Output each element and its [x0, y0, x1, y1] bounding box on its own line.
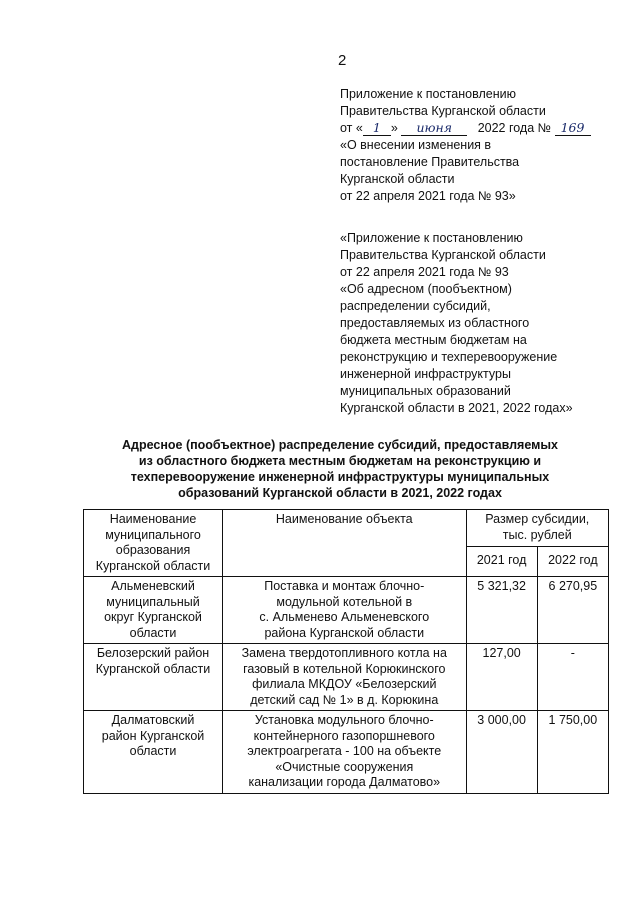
- table-row: [84, 577, 609, 644]
- appendix-line: Курганской области: [340, 172, 455, 186]
- title-line: образований Курганской области в 2021, 2022 годах: [178, 486, 502, 500]
- cell-value-2022: 6 270,95: [537, 577, 608, 644]
- appendix-line: «О внесении изменения в: [340, 138, 492, 152]
- table-header-row: [84, 510, 609, 547]
- title-line: Адресное (пообъектное) распределение субсидий, предоставляемых: [122, 438, 558, 452]
- appendix-line: предоставляемых из областного: [340, 316, 530, 330]
- handwritten-day: 1: [363, 120, 391, 136]
- handwritten-number: 169: [555, 120, 591, 136]
- appendix-line: «Об адресном (пообъектном): [340, 282, 512, 296]
- table-row: [84, 711, 609, 794]
- cell-value-2021: 3 000,00: [466, 711, 537, 794]
- appendix-line: Курганской области в 2021, 2022 годах»: [340, 401, 573, 415]
- handwritten-month: июня: [401, 120, 467, 136]
- appendix-original-decree: [340, 230, 630, 417]
- header-municipality: Наименование муниципального образования Курганской области: [84, 510, 223, 577]
- cell-value-2022: -: [537, 644, 608, 711]
- cell-object: Замена твердотопливного котла на газовый в котельной Корюкинского филиала МКДОУ «Белозерский детский сад № 1» в д. Корюкина: [223, 644, 466, 711]
- appendix-line: Правительства Курганской области: [340, 248, 546, 262]
- title-line: из областного бюджета местным бюджетам на реконструкцию и: [138, 454, 542, 468]
- appendix-line: реконструкцию и техперевооружение: [340, 350, 558, 364]
- cell-value-2021: 127,00: [466, 644, 537, 711]
- cell-object: Установка модульного блочно- контейнерного газопоршневого электроагрегата - 100 на объекте «Очистные сооружения канализации города Далматово»: [223, 711, 466, 794]
- appendix-line: постановление Правительства: [340, 155, 520, 169]
- subsidy-table: [83, 509, 609, 794]
- cell-value-2022: 1 750,00: [537, 711, 608, 794]
- cell-municipality: Альменевский муниципальный округ Курганской области: [84, 577, 223, 644]
- cell-municipality: Далматовский район Курганской области: [84, 711, 223, 794]
- table-row: [84, 644, 609, 711]
- document-title: [70, 437, 610, 501]
- cell-municipality: Белозерский район Курганской области: [84, 644, 223, 711]
- appendix-line: Приложение к постановлению: [340, 87, 516, 101]
- appendix-current-decree: [340, 86, 630, 205]
- header-object: Наименование объекта: [223, 510, 466, 577]
- appendix-line: «Приложение к постановлению: [340, 231, 523, 245]
- cell-object: Поставка и монтаж блочно- модульной котельной в с. Альменево Альменевского района Курганской области: [223, 577, 466, 644]
- header-year-2021: 2021 год: [466, 547, 537, 577]
- appendix-line: от 22 апреля 2021 года № 93»: [340, 189, 516, 203]
- cell-value-2021: 5 321,32: [466, 577, 537, 644]
- title-line: техперевооружение инженерной инфраструктуры муниципальных: [130, 470, 550, 484]
- header-year-2022: 2022 год: [537, 547, 608, 577]
- appendix-line: инженерной инфраструктуры: [340, 367, 511, 381]
- year-text: 2022 года №: [477, 121, 552, 135]
- date-prefix: от «: [340, 121, 363, 135]
- header-subsidy-size: Размер субсидии, тыс. рублей: [466, 510, 608, 547]
- appendix-line: распределении субсидий,: [340, 299, 491, 313]
- appendix-line: бюджета местным бюджетам на: [340, 333, 527, 347]
- appendix-line: муниципальных образований: [340, 384, 511, 398]
- appendix-line: Правительства Курганской области: [340, 104, 546, 118]
- appendix-line: от 22 апреля 2021 года № 93: [340, 265, 509, 279]
- decree-date-line: [340, 120, 630, 137]
- page-number: 2: [338, 52, 347, 69]
- date-separator: »: [390, 121, 398, 135]
